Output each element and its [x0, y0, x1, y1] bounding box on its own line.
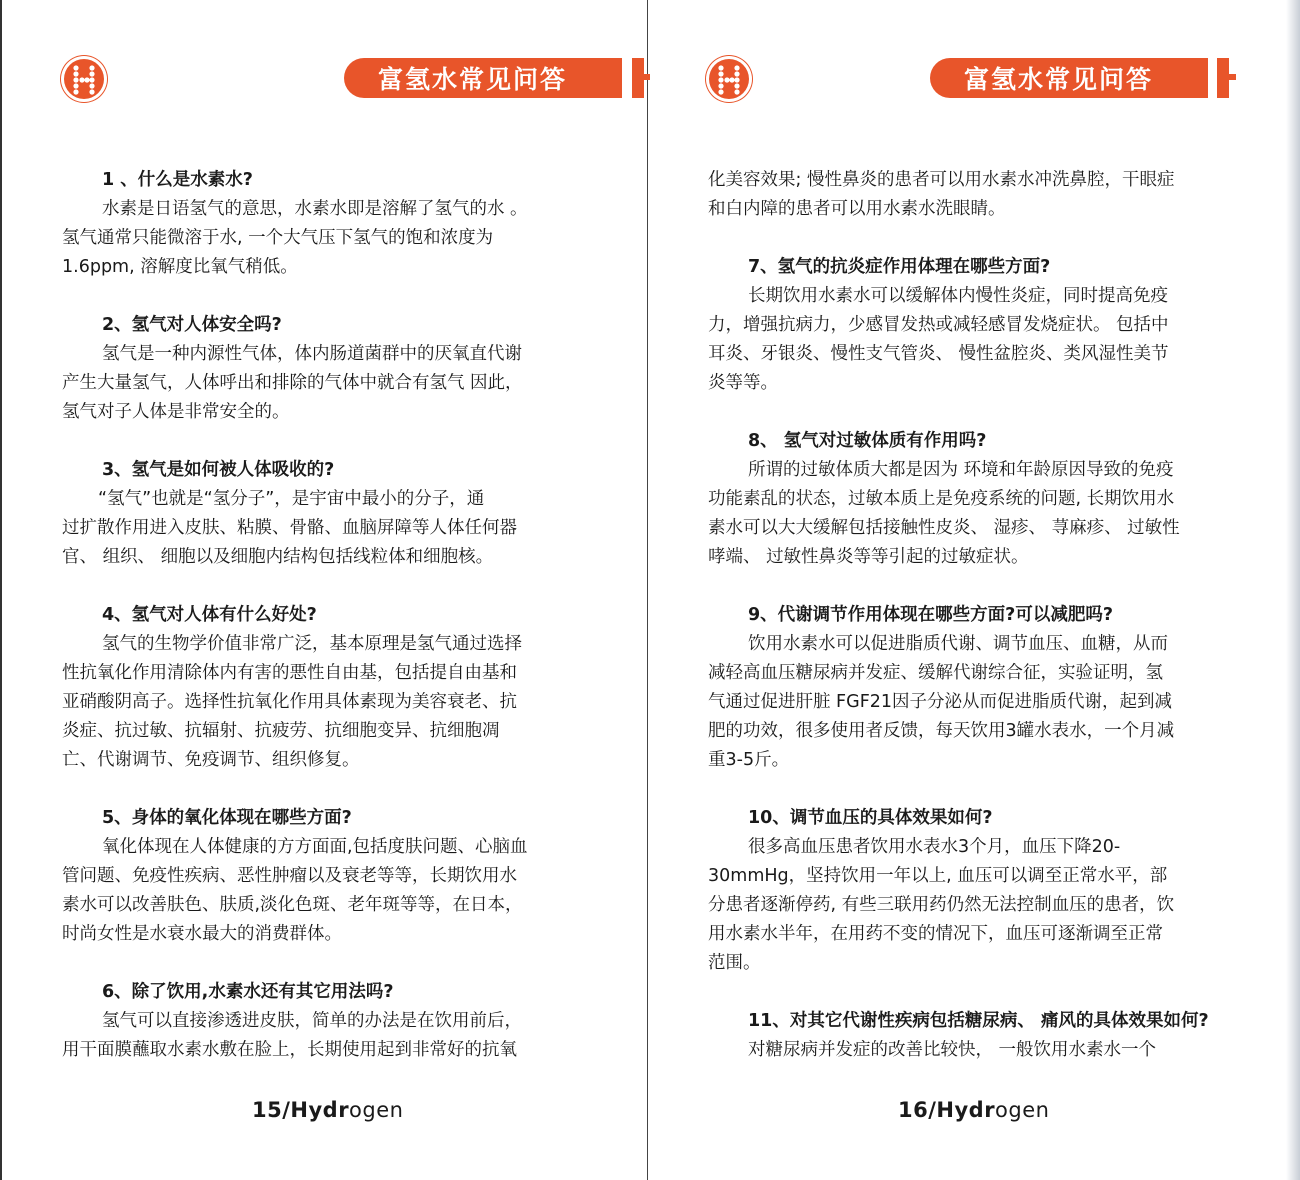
header-banner-accent-bar: [1222, 74, 1236, 80]
answer-line: 分患者逐渐停药, 有些三联用药仍然无法控制血压的患者，饮: [708, 895, 1175, 915]
page-edge-shadow: [1286, 0, 1300, 1180]
answer-line: 哮端、 过敏性鼻炎等等引起的过敏症状。: [708, 547, 1029, 567]
paragraph-gap: [708, 775, 1238, 804]
paragraph-gap: [62, 775, 592, 804]
answer-line: 肥的功效，很多使用者反馈，每天饮用3罐水表水，一个月减: [708, 721, 1175, 741]
answer-line: 功能素乱的状态，过敏本质上是免疫系统的问题, 长期饮用水: [708, 489, 1175, 509]
answer-line: 所谓的过敏体质大都是因为 环境和年龄原因导致的免疫: [748, 460, 1174, 480]
answer-line: 产生大量氢气，人体呼出和排除的气体中就合有氢气 因此，: [62, 373, 523, 393]
question-heading: 2、氢气对人体安全吗?: [102, 315, 282, 335]
page-number-footer: [898, 1098, 1049, 1122]
footer-light: ogen: [995, 1098, 1050, 1122]
answer-line: 30mmHg，坚持饮用一年以上, 血压可以调至正常水平，部: [708, 866, 1168, 886]
hydrogen-logo-icon: [61, 56, 107, 102]
footer-bold: 16/Hydr: [898, 1098, 996, 1122]
answer-line: 化美容效果; 慢性鼻炎的患者可以用水素水冲洗鼻腔，干眼症: [708, 170, 1175, 190]
answer-line: 素水可以大大缓解包括接触性皮炎、 湿疹、 荨麻疹、 过敏性: [708, 518, 1180, 538]
answer-line: 炎等等。: [708, 373, 778, 393]
answer-line: 氧化体现在人体健康的方方面面,包括度肤问题、心脑血: [102, 837, 528, 857]
question-heading: 9、代谢调节作用体现在哪些方面?可以减肥吗?: [748, 605, 1113, 625]
answer-line: 过扩散作用进入皮肤、粘膜、骨骼、血脑屏障等人体任何器: [62, 518, 517, 538]
question-heading: 8、 氢气对过敏体质有作用吗?: [748, 431, 987, 451]
question-heading: 11、对其它代谢性疾病包括糖尿病、 痛风的具体效果如何?: [748, 1011, 1209, 1031]
question-heading: 5、身体的氧化体现在哪些方面?: [102, 808, 352, 828]
answer-line: 饮用水素水可以促进脂质代谢、调节血压、血糖，从而: [748, 634, 1168, 654]
footer-light: ogen: [349, 1098, 404, 1122]
paragraph-gap: [708, 572, 1238, 601]
answer-line: 炎症、抗过敏、抗辐射、抗疲劳、抗细胞变异、抗细胞凋: [62, 721, 500, 741]
paragraph-gap: [708, 398, 1238, 427]
answer-line: 氢气通常只能微溶于水, 一个大气压下氢气的饱和浓度为: [62, 228, 494, 248]
question-heading: 1 、什么是水素水?: [102, 170, 253, 190]
question-heading: 7、氢气的抗炎症作用体理在哪些方面?: [748, 257, 1051, 277]
answer-line: 1.6ppm, 溶解度比氧气稍低。: [62, 257, 298, 277]
left-page-text: [62, 166, 592, 1065]
right-page: [650, 0, 1300, 1180]
answer-line: 气通过促进肝脏 FGF21因子分泌从而促进脂质代谢，起到减: [708, 692, 1173, 712]
answer-line: 氢气可以直接渗透进皮肤，简单的办法是在饮用前后，: [102, 1011, 522, 1031]
header-banner: [930, 58, 1208, 98]
answer-line: 氢气的生物学价值非常广泛，基本原理是氢气通过选择: [102, 634, 522, 654]
answer-line: 减轻高血压糖尿病并发症、缓解代谢综合征，实验证明，氢: [708, 663, 1163, 683]
answer-line: “氢气”也就是“氢分子”，是宇宙中最小的分子，通: [98, 489, 485, 509]
answer-line: 对糖尿病并发症的改善比较快， 一般饮用水素水一个: [748, 1040, 1157, 1060]
answer-line: 很多高血压患者饮用水表水3个月，血压下降20-: [748, 837, 1121, 857]
header-title: 富氢水常见问答: [964, 65, 1154, 94]
answer-line: 亡、代谢调节、免疫调节、组织修复。: [62, 750, 360, 770]
paragraph-gap: [708, 224, 1238, 253]
answer-line: 范围。: [708, 953, 761, 973]
answer-line: 氢气对子人体是非常安全的。: [62, 402, 290, 422]
answer-line: 亚硝酸阴高子。选择性抗氧化作用具体素现为美容衰老、抗: [62, 692, 517, 712]
right-page-text: [708, 166, 1238, 1065]
question-heading: 6、除了饮用,水素水还有其它用法吗?: [102, 982, 394, 1002]
answer-line: 管问题、免疫性疾病、恶性肿瘤以及衰老等等，长期饮用水: [62, 866, 517, 886]
footer-bold: 15/Hydr: [252, 1098, 350, 1122]
header-banner: [344, 58, 622, 98]
answer-line: 长期饮用水素水可以缓解体内慢性炎症，同时提高免疫: [748, 286, 1168, 306]
header-banner-accent-bar: [636, 74, 650, 80]
paragraph-gap: [62, 282, 592, 311]
page-number-footer: [252, 1098, 403, 1122]
answer-line: 水素是日语氢气的意思，水素水即是溶解了氢气的水 。: [102, 199, 528, 219]
left-page: [0, 0, 648, 1180]
answer-line: 力，增强抗病力，少感冒发热或减轻感冒发烧症状。 包括中: [708, 315, 1169, 335]
paragraph-gap: [62, 949, 592, 978]
answer-line: 官、 组织、 细胞以及细胞内结构包括线粒体和细胞核。: [62, 547, 494, 567]
answer-line: 用水素水半年，在用药不变的情况下，血压可逐渐调至正常: [708, 924, 1163, 944]
header-title: 富氢水常见问答: [378, 65, 568, 94]
answer-line: 耳炎、牙银炎、慢性支气管炎、 慢性盆腔炎、类风湿性美节: [708, 344, 1169, 364]
hydrogen-logo-icon: [706, 56, 752, 102]
answer-line: 用干面膜蘸取水素水敷在脸上，长期使用起到非常好的抗氧: [62, 1040, 517, 1060]
paragraph-gap: [62, 572, 592, 601]
answer-line: 氢气是一种内源性气体，体内肠道菌群中的厌氧直代谢: [102, 344, 522, 364]
answer-line: 性抗氧化作用清除体内有害的悪性自由基，包括提自由基和: [62, 663, 517, 683]
answer-line: 和白内障的患者可以用水素水洗眼睛。: [708, 199, 1006, 219]
answer-line: 时尚女性是水衰水最大的消费群体。: [62, 924, 342, 944]
answer-line: 素水可以改善肤色、肤质,淡化色斑、老年斑等等，在日本，: [62, 895, 523, 915]
question-heading: 4、氢气对人体有什么好处?: [102, 605, 317, 625]
question-heading: 10、调节血压的具体效果如何?: [748, 808, 993, 828]
paragraph-gap: [708, 978, 1238, 1007]
paragraph-gap: [62, 427, 592, 456]
question-heading: 3、氢气是如何被人体吸收的?: [102, 460, 335, 480]
answer-line: 重3-5斤。: [708, 750, 790, 770]
